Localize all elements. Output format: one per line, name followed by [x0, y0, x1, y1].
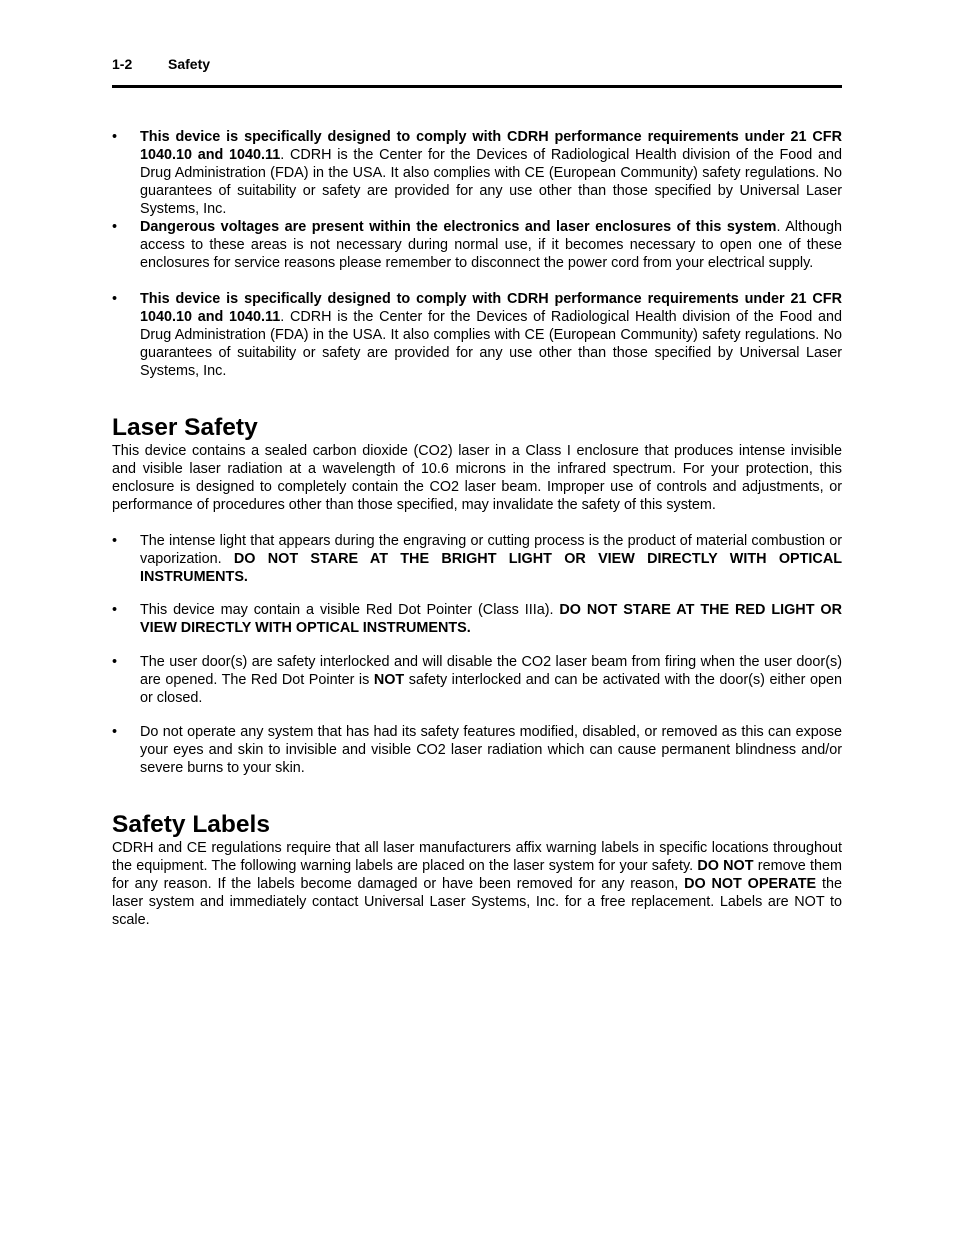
section-title: Safety: [168, 56, 211, 72]
page-header: [112, 56, 210, 72]
bullet-bold-text: This device is specifically designed to comply with CDRH performance requirements under 21 CFR 1040.10 and 1040.11: [140, 291, 842, 325]
bullet-icon: •: [112, 129, 118, 145]
paragraph-text: remove them for any reason. If the labels become damaged or have been removed for any reason,: [112, 858, 842, 892]
bullet-bold-text: Dangerous voltages are present within the electronics and laser enclosures of this system: [140, 219, 777, 235]
section-heading-safety-labels: Safety Labels: [112, 811, 270, 838]
safety-labels-paragraph: [112, 839, 842, 929]
list-item: [112, 532, 842, 586]
paragraph-bold-text: DO NOT OPERATE: [684, 876, 817, 892]
bullet-bold-text: This device is specifically designed to comply with CDRH performance requirements under 21 CFR 1040.10 and 1040.11: [140, 129, 842, 163]
bullet-text: . CDRH is the Center for the Devices of Radiological Health division of the Food and Drug Administration (FDA) in the USA. It also complies with CE (European Community) safety regulations. No guarantees of suitability or safety are provided for any use other than those specified by Universal Laser Systems, Inc.: [140, 147, 842, 217]
bullet-bold-text: DO NOT STARE AT THE RED LIGHT OR VIEW DIRECTLY WITH OPTICAL INSTRUMENTS.: [140, 602, 842, 636]
bullet-text: Do not operate any system that has had its safety features modified, disabled, or removed as this can expose your eyes and skin to invisible and visible CO2 laser radiation which can cause permanent blindness and/or severe burns to your skin.: [140, 724, 842, 776]
paragraph-bold-text: DO NOT: [697, 858, 754, 874]
list-item: [112, 723, 842, 777]
bullet-text: safety interlocked and can be activated with the door(s) either open or closed.: [140, 672, 842, 706]
laser-safety-intro: This device contains a sealed carbon dioxide (CO2) laser in a Class I enclosure that produces intense invisible and visible laser radiation at a wavelength of 10.6 microns in the infrared spectrum. For your protection, this enclosure is designed to completely contain the CO2 laser beam. Improper use of controls and adjustments, or performance of procedures other than those specified, may invalidate the safety of this system.: [112, 443, 842, 513]
bullet-icon: •: [112, 219, 118, 235]
paragraph-text: the laser system and immediately contact Universal Laser Systems, Inc. for a free replacement. Labels are NOT to scale.: [112, 876, 842, 928]
list-item: [112, 218, 842, 272]
list-item: [112, 290, 842, 380]
bullet-icon: •: [112, 533, 118, 549]
bullet-text: . CDRH is the Center for the Devices of Radiological Health division of the Food and Drug Administration (FDA) in the USA. It also complies with CE (European Community) safety regulations. No guarantees of suitability or safety are provided for any use other than those specified by Universal Laser Systems, Inc.: [140, 309, 842, 379]
bullet-text: This device may contain a visible Red Dot Pointer (Class IIIa).: [140, 602, 560, 618]
page-content: [112, 128, 842, 929]
bullet-text: . Although access to these areas is not necessary during normal use, if it becomes necessary to open one of these enclosures for service reasons please remember to disconnect the power cord from your electrical supply.: [140, 219, 843, 271]
bullet-icon: •: [112, 724, 118, 740]
bullet-icon: •: [112, 654, 118, 670]
bullet-bold-text: DO NOT STARE AT THE BRIGHT LIGHT OR VIEW DIRECTLY WITH OPTICAL INSTRUMENTS.: [140, 551, 842, 585]
list-item: [112, 128, 842, 218]
bullet-icon: •: [112, 602, 118, 618]
list-item: [112, 653, 842, 707]
page-number: 1-2: [112, 56, 133, 72]
section-heading-laser-safety: Laser Safety: [112, 414, 258, 441]
bullet-text: The intense light that appears during the engraving or cutting process is the product of material combustion or vaporization.: [140, 533, 842, 567]
list-item: [112, 601, 842, 637]
bullet-icon: •: [112, 291, 118, 307]
paragraph-text: CDRH and CE regulations require that all laser manufacturers affix warning labels in specific locations throughout the equipment. The following warning labels are placed on the laser system for your safety.: [112, 840, 842, 874]
bullet-bold-text: NOT: [373, 672, 405, 688]
header-rule: [112, 85, 842, 88]
bullet-text: The user door(s) are safety interlocked and will disable the CO2 laser beam from firing when the user door(s) are opened. The Red Dot Pointer is: [140, 654, 842, 688]
